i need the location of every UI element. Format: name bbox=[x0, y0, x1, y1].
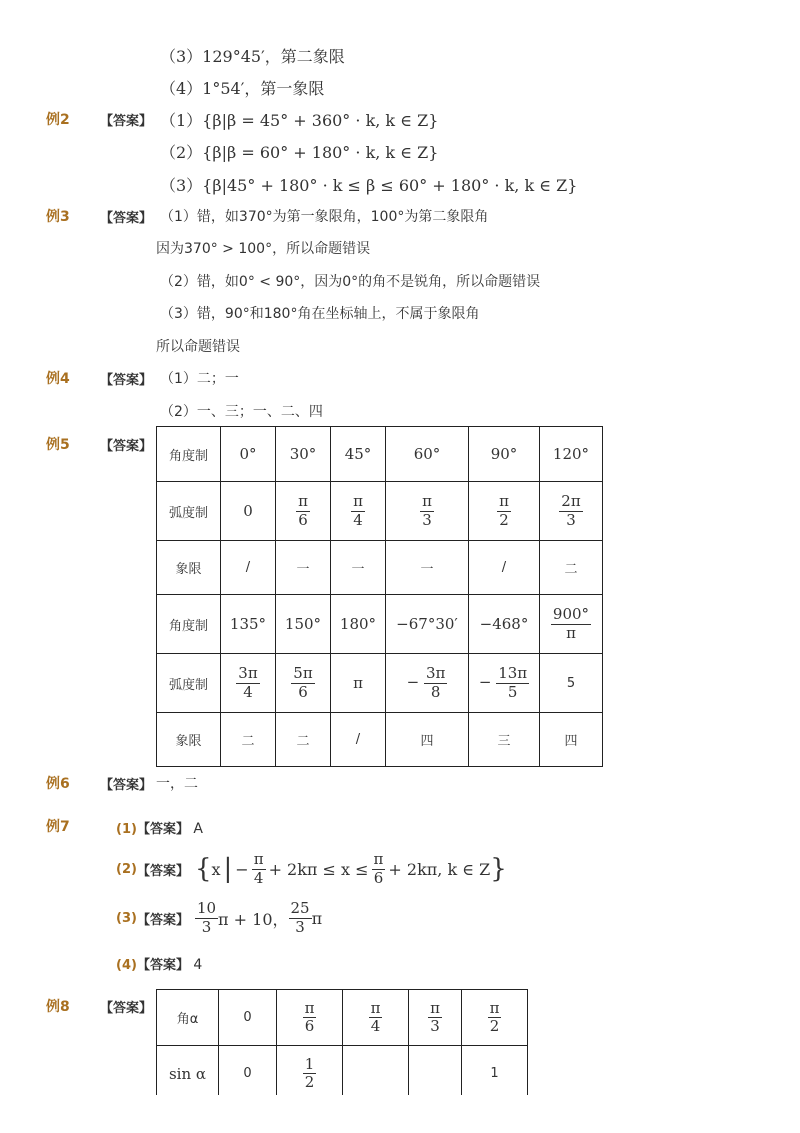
numerator: π bbox=[489, 998, 500, 1017]
numerator: π bbox=[353, 492, 363, 511]
denominator: π bbox=[566, 623, 576, 642]
ex3-item: 因为370° > 100°，所以命题错误 bbox=[156, 241, 371, 257]
table-cell: 0° bbox=[221, 427, 276, 482]
table-cell: 0 bbox=[219, 1046, 277, 1096]
row-head: 角度制 bbox=[157, 595, 221, 654]
denominator: 2 bbox=[489, 1017, 500, 1035]
numerator: π bbox=[430, 998, 440, 1017]
denominator: 4 bbox=[353, 510, 363, 529]
fraction bbox=[497, 493, 511, 529]
table-cell bbox=[276, 482, 331, 541]
ex7-a4: 4 bbox=[193, 957, 203, 973]
fraction bbox=[236, 665, 259, 701]
numerator: 2π bbox=[561, 492, 581, 511]
ex3-item: （3）错，90°和180°角在坐标轴上，不属于象限角 bbox=[160, 306, 480, 322]
table-cell: 30° bbox=[276, 427, 331, 482]
sub-label: (1) bbox=[116, 822, 137, 837]
denominator: 4 bbox=[253, 868, 264, 887]
table-cell: 二 bbox=[540, 541, 603, 595]
fraction bbox=[420, 493, 434, 529]
fraction bbox=[496, 665, 529, 701]
ex5-label: 例5 bbox=[46, 437, 70, 453]
fraction bbox=[289, 900, 312, 936]
ex3-item: （1）错，如370°为第一象限角，100°为第二象限角 bbox=[160, 209, 489, 225]
numerator: π bbox=[253, 850, 264, 869]
angle-conversion-table bbox=[156, 426, 603, 767]
row-head: 象限 bbox=[157, 541, 221, 595]
numerator: π bbox=[298, 492, 308, 511]
answer-tag: 【答案】 bbox=[100, 373, 153, 388]
numerator: π bbox=[373, 850, 384, 869]
table-cell: −468° bbox=[469, 595, 540, 654]
table-cell bbox=[343, 990, 409, 1046]
fraction bbox=[303, 1000, 317, 1036]
minus-sign: − bbox=[235, 859, 249, 879]
table-cell bbox=[277, 1046, 343, 1096]
table-cell: 二 bbox=[276, 713, 331, 767]
ex4-item: （2）一、三；一、二、四 bbox=[160, 404, 323, 420]
table-cell: 45° bbox=[331, 427, 386, 482]
table-cell: 90° bbox=[469, 427, 540, 482]
fraction bbox=[369, 1000, 383, 1036]
table-cell: π bbox=[331, 654, 386, 713]
table-cell: 1 bbox=[462, 1046, 528, 1096]
answer-tag: 【答案】 bbox=[136, 863, 189, 879]
answer-tag: 【答案】 bbox=[136, 822, 189, 837]
table-cell: / bbox=[221, 541, 276, 595]
ex3-label: 例3 bbox=[46, 209, 70, 225]
fraction bbox=[428, 1000, 442, 1036]
table-cell: 一 bbox=[386, 541, 469, 595]
answer-tag: 【答案】 bbox=[100, 114, 153, 129]
numerator: 5π bbox=[293, 664, 313, 683]
ex3-item: （2）错，如0° < 90°，因为0°的角不是锐角，所以命题错误 bbox=[160, 274, 541, 290]
table-cell: 120° bbox=[540, 427, 603, 482]
table-cell bbox=[540, 595, 603, 654]
table-cell: 60° bbox=[386, 427, 469, 482]
numerator: 13π bbox=[498, 664, 528, 683]
table-cell bbox=[386, 654, 469, 713]
denominator: 3 bbox=[430, 1017, 440, 1035]
row-head: 角α bbox=[157, 990, 219, 1046]
ex7-a2-right: + 2kπ, k ∈ Z bbox=[388, 859, 491, 879]
table-cell bbox=[469, 482, 540, 541]
sub-label: (3) bbox=[116, 910, 137, 926]
ex7-part1 bbox=[116, 818, 203, 837]
minus-sign: − bbox=[406, 673, 420, 691]
table-cell: 0 bbox=[221, 482, 276, 541]
table-cell bbox=[462, 990, 528, 1046]
ex6-answer: 一，二 bbox=[156, 776, 198, 792]
fraction bbox=[351, 493, 365, 529]
ex7-a1: A bbox=[193, 821, 203, 837]
ex3-item: 所以命题错误 bbox=[156, 339, 240, 355]
ex7-part3 bbox=[116, 896, 322, 940]
row-head: 弧度制 bbox=[157, 654, 221, 713]
ex8-label: 例8 bbox=[46, 999, 70, 1015]
answer-tag: 【答案】 bbox=[100, 778, 153, 793]
fraction bbox=[551, 606, 591, 642]
table-cell: 0 bbox=[219, 990, 277, 1046]
denominator: 3 bbox=[422, 510, 432, 529]
numerator: 25 bbox=[290, 899, 310, 918]
ex7-a2-var: x bbox=[211, 859, 221, 879]
ex4-item: （1）二；一 bbox=[160, 371, 239, 387]
fraction bbox=[559, 493, 582, 529]
answer-tag: 【答案】 bbox=[100, 1001, 153, 1016]
table-cell bbox=[277, 990, 343, 1046]
ex7-a2-mid: + 2kπ ≤ x ≤ bbox=[268, 859, 369, 879]
denominator: 3 bbox=[566, 510, 576, 529]
table-cell: 三 bbox=[469, 713, 540, 767]
denominator: 4 bbox=[370, 1017, 381, 1035]
denominator: 8 bbox=[430, 682, 441, 701]
numerator: π bbox=[370, 998, 381, 1017]
answer-tag: 【答案】 bbox=[136, 958, 189, 973]
row-head: 弧度制 bbox=[157, 482, 221, 541]
answer-tag: 【答案】 bbox=[100, 439, 153, 454]
ex2-item: （3）{β|45° + 180° · k ≤ β ≤ 60° + 180° · k, k ∈ Z} bbox=[160, 176, 578, 195]
ex2-label: 例2 bbox=[46, 112, 70, 128]
sine-table bbox=[156, 989, 528, 1095]
bar-icon: | bbox=[223, 854, 233, 884]
table-cell: 135° bbox=[221, 595, 276, 654]
table-cell bbox=[409, 990, 462, 1046]
row-head: 角度制 bbox=[157, 427, 221, 482]
table-cell bbox=[386, 482, 469, 541]
table-cell: −67°30′ bbox=[386, 595, 469, 654]
table-cell: 四 bbox=[386, 713, 469, 767]
table-cell: 四 bbox=[540, 713, 603, 767]
row-head: 象限 bbox=[157, 713, 221, 767]
ex1-line4: （4）1°54′，第一象限 bbox=[160, 79, 325, 98]
table-cell: / bbox=[331, 713, 386, 767]
table-cell bbox=[409, 1046, 462, 1096]
left-brace-icon: { bbox=[194, 854, 212, 884]
denominator: 3 bbox=[201, 917, 212, 936]
ex7-label: 例7 bbox=[46, 819, 70, 835]
denominator: 3 bbox=[295, 917, 305, 936]
table-cell bbox=[221, 654, 276, 713]
ex6-label: 例6 bbox=[46, 776, 70, 792]
denominator: 6 bbox=[298, 510, 308, 529]
ex1-line3: （3）129°45′，第二象限 bbox=[160, 47, 345, 66]
ex7-part4 bbox=[116, 954, 202, 973]
row-head: sin α bbox=[157, 1046, 219, 1096]
ex4-label: 例4 bbox=[46, 371, 70, 387]
table-cell: 一 bbox=[331, 541, 386, 595]
answer-tag: 【答案】 bbox=[136, 912, 189, 928]
ex7-part2 bbox=[116, 847, 507, 891]
fraction bbox=[296, 493, 310, 529]
table-cell bbox=[331, 482, 386, 541]
fraction bbox=[488, 1000, 502, 1036]
sine-table-clip bbox=[156, 989, 536, 1095]
table-cell: 150° bbox=[276, 595, 331, 654]
table-cell bbox=[469, 654, 540, 713]
table-cell bbox=[276, 654, 331, 713]
denominator: 6 bbox=[298, 682, 308, 701]
table-cell bbox=[540, 482, 603, 541]
numerator: 900° bbox=[552, 605, 590, 624]
numerator: 3π bbox=[425, 664, 446, 683]
denominator: 6 bbox=[373, 868, 384, 887]
table-cell: 二 bbox=[221, 713, 276, 767]
answer-tag: 【答案】 bbox=[100, 211, 153, 226]
ex7-a3-t2: π bbox=[311, 908, 323, 928]
fraction bbox=[291, 665, 314, 701]
sub-label: (4) bbox=[116, 958, 137, 973]
table-cell bbox=[343, 1046, 409, 1096]
table-cell: / bbox=[469, 541, 540, 595]
table-cell: 5 bbox=[540, 654, 603, 713]
numerator: π bbox=[499, 492, 509, 511]
fraction bbox=[252, 851, 266, 887]
numerator: 3π bbox=[238, 664, 258, 683]
numerator: π bbox=[304, 998, 315, 1017]
denominator: 2 bbox=[499, 510, 509, 529]
fraction bbox=[303, 1056, 317, 1092]
denominator: 5 bbox=[507, 682, 518, 701]
numerator: 10 bbox=[196, 899, 217, 918]
fraction bbox=[424, 665, 447, 701]
minus-sign: − bbox=[478, 673, 492, 691]
fraction bbox=[372, 851, 386, 887]
right-brace-icon: } bbox=[490, 854, 507, 884]
denominator: 2 bbox=[304, 1073, 315, 1091]
sub-label: (2) bbox=[116, 861, 137, 877]
numerator: π bbox=[422, 492, 432, 511]
denominator: 6 bbox=[304, 1017, 315, 1035]
table-cell: 一 bbox=[276, 541, 331, 595]
denominator: 4 bbox=[243, 682, 253, 701]
table-cell: 180° bbox=[331, 595, 386, 654]
ex2-item: （2）{β|β = 60° + 180° · k, k ∈ Z} bbox=[160, 143, 439, 162]
ex7-a3-t1: π + 10， bbox=[218, 909, 289, 929]
numerator: 1 bbox=[304, 1054, 315, 1073]
fraction bbox=[195, 900, 218, 936]
ex2-item: （1）{β|β = 45° + 360° · k, k ∈ Z} bbox=[160, 111, 439, 130]
